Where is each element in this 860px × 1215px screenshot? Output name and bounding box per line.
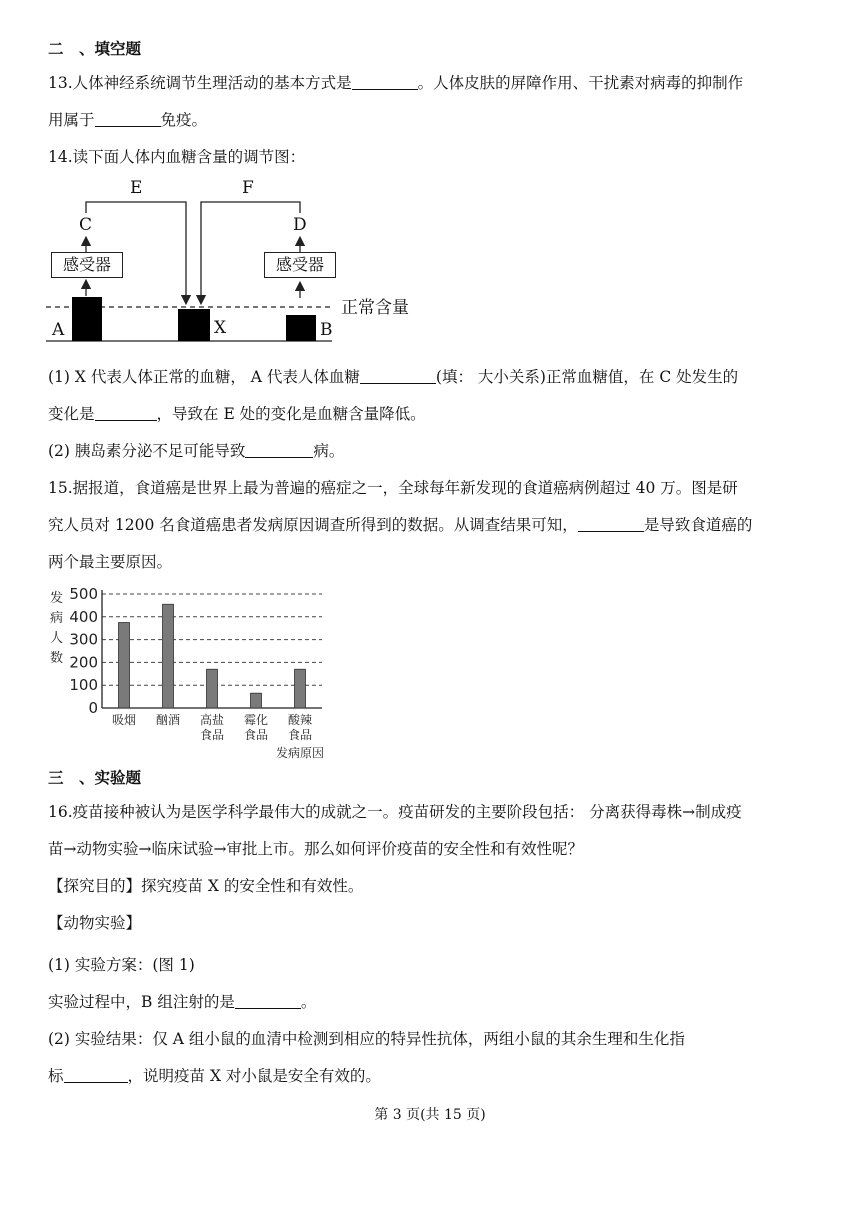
x-tick-label: 吸烟 <box>111 713 137 727</box>
question-16-part-2-line-1: (2) 实验结果：仅 A 组小鼠的血清中检测到相应的特异性抗体，两组小鼠的其余生理和生化指 <box>48 1030 685 1048</box>
y-axis-label-char: 发 <box>50 591 64 606</box>
q14-text: (填： 大小关系)正常血糖值，在 C 处发生的 <box>435 368 739 386</box>
q16-text: 标 <box>48 1067 64 1085</box>
q13-text: 用属于 <box>48 111 95 129</box>
y-tick-label: 100 <box>69 676 98 695</box>
answer-blank[interactable] <box>64 1066 128 1083</box>
q14-text: (1) X 代表人体正常的血糖， A 代表人体血糖 <box>48 368 360 386</box>
answer-blank[interactable] <box>360 367 436 384</box>
answer-blank[interactable] <box>245 441 313 458</box>
bar-x <box>178 309 210 341</box>
label-c: C <box>79 215 93 235</box>
y-axis-label-char: 数 <box>50 651 64 666</box>
x-tick-label: 酗酒 <box>155 713 181 727</box>
q14-text: ，导致在 E 处的变化是血糖含量降低。 <box>156 405 426 423</box>
x-tick-label: 食品 <box>199 728 225 742</box>
y-tick-label: 0 <box>88 699 98 717</box>
question-14-intro: 14.读下面人体内血糖含量的调节图： <box>48 148 306 166</box>
question-15-line-3: 两个最主要原因。 <box>48 553 173 571</box>
y-axis-label-char: 人 <box>50 631 64 646</box>
question-15-line-1: 15.据报道，食道癌是世界上最为普遍的癌症之一，全球每年新发现的食道癌病例超过 40 万。图是研 <box>48 479 738 497</box>
question-15-line-2 <box>48 514 752 536</box>
y-axis-label-char: 病 <box>50 611 64 626</box>
answer-blank[interactable] <box>235 992 301 1009</box>
q14-text: (2) 胰岛素分泌不足可能导致 <box>48 442 246 460</box>
question-13-line-1 <box>48 72 743 94</box>
y-tick-label: 200 <box>69 653 98 672</box>
page-footer: 第 3 页(共 15 页) <box>374 1107 486 1123</box>
answer-blank[interactable] <box>95 110 161 127</box>
x-tick-label: 食品 <box>243 728 269 742</box>
answer-blank[interactable] <box>95 404 157 421</box>
bar <box>251 693 262 708</box>
q16-text: 。 <box>300 993 317 1011</box>
bar-a <box>72 297 102 341</box>
question-14-part-1-line-1 <box>48 366 738 388</box>
label-d: D <box>293 215 307 235</box>
x-tick-label: 霉化 <box>243 713 269 727</box>
question-14-part-1-line-2 <box>48 403 426 425</box>
blood-sugar-regulation-diagram <box>44 178 434 346</box>
path-e-arrow <box>86 202 186 300</box>
q16-text: 实验过程中，B 组注射的是 <box>48 993 235 1011</box>
path-f-arrow <box>201 202 300 300</box>
label-b: B <box>320 320 333 340</box>
receptor-box-left: 感受器 <box>51 252 123 278</box>
label-a: A <box>52 320 65 340</box>
question-16-purpose: 【探究目的】探究疫苗 X 的安全性和有效性。 <box>48 877 364 895</box>
answer-blank[interactable] <box>352 73 418 90</box>
normal-level-label: 正常含量 <box>341 298 409 318</box>
bar <box>119 623 130 709</box>
question-16-line-1: 16.疫苗接种被认为是医学科学最伟大的成就之一。疫苗研发的主要阶段包括： 分离获得毒株→制成疫 <box>48 803 742 821</box>
q15-text: 究人员对 1200 名食道癌患者发病原因调查所得到的数据。从调查结果可知， <box>48 516 578 534</box>
q16-text: ，说明疫苗 X 对小鼠是安全有效的。 <box>127 1067 381 1085</box>
question-16-part-2-line-2 <box>48 1065 381 1087</box>
question-16-part-1: (1) 实验方案：(图 1) <box>48 956 195 974</box>
section-heading-experiment: 三 、实验题 <box>48 769 142 787</box>
label-f: F <box>242 178 254 198</box>
y-tick-label: 300 <box>69 630 98 649</box>
question-16-line-2: 苗→动物实验→临床试验→审批上市。那么如何评价疫苗的安全性和有效性呢？ <box>48 840 583 858</box>
y-tick-label: 400 <box>69 607 98 626</box>
q14-text: 变化是 <box>48 405 95 423</box>
answer-blank[interactable] <box>578 515 644 532</box>
q14-text: 病。 <box>313 442 345 460</box>
q13-text: 13.人体神经系统调节生理活动的基本方式是 <box>48 74 352 92</box>
x-tick-label: 高盐 <box>199 713 225 727</box>
x-axis-label: 发病原因 <box>275 746 325 760</box>
question-13-line-2 <box>48 109 207 131</box>
bar <box>163 604 174 708</box>
x-tick-label: 酸辣 <box>287 713 313 727</box>
receptor-box-right: 感受器 <box>264 252 336 278</box>
cancer-cause-bar-chart <box>46 584 326 762</box>
question-16-animal-experiment: 【动物实验】 <box>48 914 142 932</box>
question-16-part-1-b <box>48 991 316 1013</box>
label-x: X <box>214 318 227 338</box>
bar <box>207 669 218 708</box>
section-heading-fill-blank: 二 、填空题 <box>48 40 142 58</box>
question-14-part-2 <box>48 440 344 462</box>
y-tick-label: 500 <box>69 585 98 603</box>
q13-text: 。人体皮肤的屏障作用、干扰素对病毒的抑制作 <box>417 74 744 92</box>
bar-b <box>286 315 316 341</box>
x-tick-label: 食品 <box>287 728 313 742</box>
q13-text: 免疫。 <box>160 111 208 129</box>
label-e: E <box>130 178 143 198</box>
q15-text: 是导致食道癌的 <box>643 516 753 534</box>
bar <box>295 669 306 708</box>
